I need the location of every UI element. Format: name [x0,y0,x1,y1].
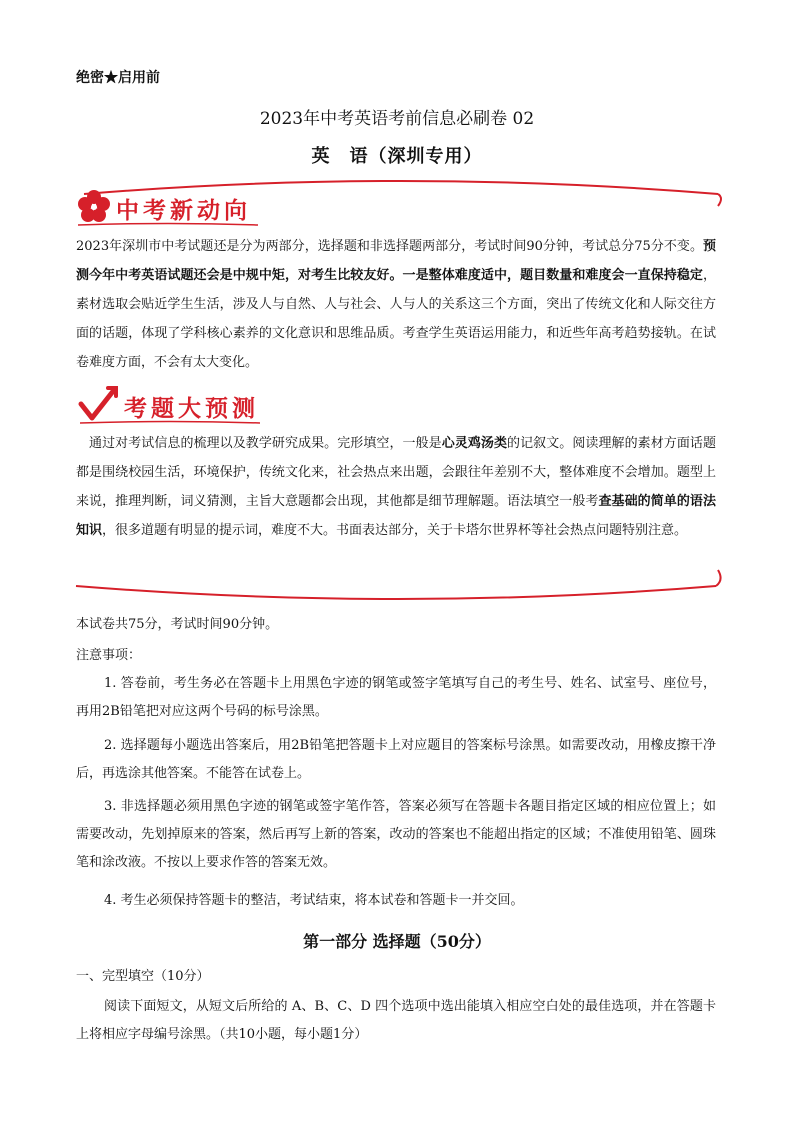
notice-item: 2. 选择题每小题选出答案后，用2B铅笔把答题卡上对应题目的答案标号涂黑。如需要改动，用橡皮擦干净后，再选涂其他答案。不能答在试卷上。 [76,738,716,781]
notice-item: 4. 考生必须保持答题卡的整洁，考试结束，将本试卷和答题卡一并交回。 [104,893,524,908]
page-title: 2023年中考英语考前信息必刷卷 02 [259,109,535,129]
banner-forecast: 考题大预测 [124,396,259,422]
page-subtitle: 英 语（深圳专用） [311,146,483,167]
forecast-paragraph: 通过对考试信息的梳理以及教学研究成果。完形填空，一般是心灵鸡汤类的记叙文。阅读理解的素材方面话题都是围绕校园生活，环境保护，传统文化来，社会热点来出题，会跟往年差别不大，整体难度不会增加。题型上来说，推理判断，词义猜测，主旨大意题都会出现，其他都是细节理解题。语法填空一般考查基础的简单的语法知识，很多道题有明显的提示词，难度不大。书面表达部分，关于卡塔尔世界杯等社会热点问题特别注意。 [76,436,716,538]
trend-paragraph: 2023年深圳市中考试题还是分为两部分，选择题和非选择题两部分，考试时间90分钟，考试总分75分不变。预测今年中考英语试题还会是中规中矩，对考生比较友好。一是整体难度适中，题目数量和难度会一直保持稳定，素材选取会贴近学生生活，涉及人与自然、人与社会、人与人的关系这三个方面，突出了传统文化和人际交往方面的话题，体现了学科核心素养的文化意识和思维品质。考查学生英语运用能力，和近些年高考趋势接轨。在试卷难度方面，不会有太大变化。 [76,239,716,370]
instruction-paragraph: 阅读下面短文，从短文后所给的 A、B、C、D 四个选项中选出能填入相应空白处的最佳选项，并在答题卡上将相应字母编号涂黑。（共10小题，每小题1分） [76,999,716,1042]
banner-underline [80,420,260,426]
notice-item: 3. 非选择题必须用黑色字迹的钢笔或签字笔作答，答案必须写在答题卡各题目指定区域的相应位置上；如需要改动，先划掉原来的答案，然后再写上新的答案，改动的答案也不能超出指定的区域；不准使用铅笔、圆珠笔和涂改液。不按以上要求作答的答案无效。 [76,799,716,870]
exam-intro: 本试卷共75分，考试时间90分钟。 [76,617,279,632]
flower-icon [76,188,112,224]
part-heading: 第一部分 选择题（50分） [303,932,491,951]
notice-item: 1. 答卷前，考生务必在答题卡上用黑色字迹的钢笔或签字笔填写自己的考生号、姓名、试室号、座位号，再用2B铅笔把对应这两个号码的标号涂黑。 [76,676,716,719]
notice-heading: 注意事项： [76,648,142,663]
section-title: 一、完型填空（10分） [76,969,210,984]
secret-label: 绝密★启用前 [76,70,160,86]
banner-trends: 中考新动向 [116,198,251,224]
banner-underline [78,222,258,228]
check-arrow-icon [78,384,118,424]
